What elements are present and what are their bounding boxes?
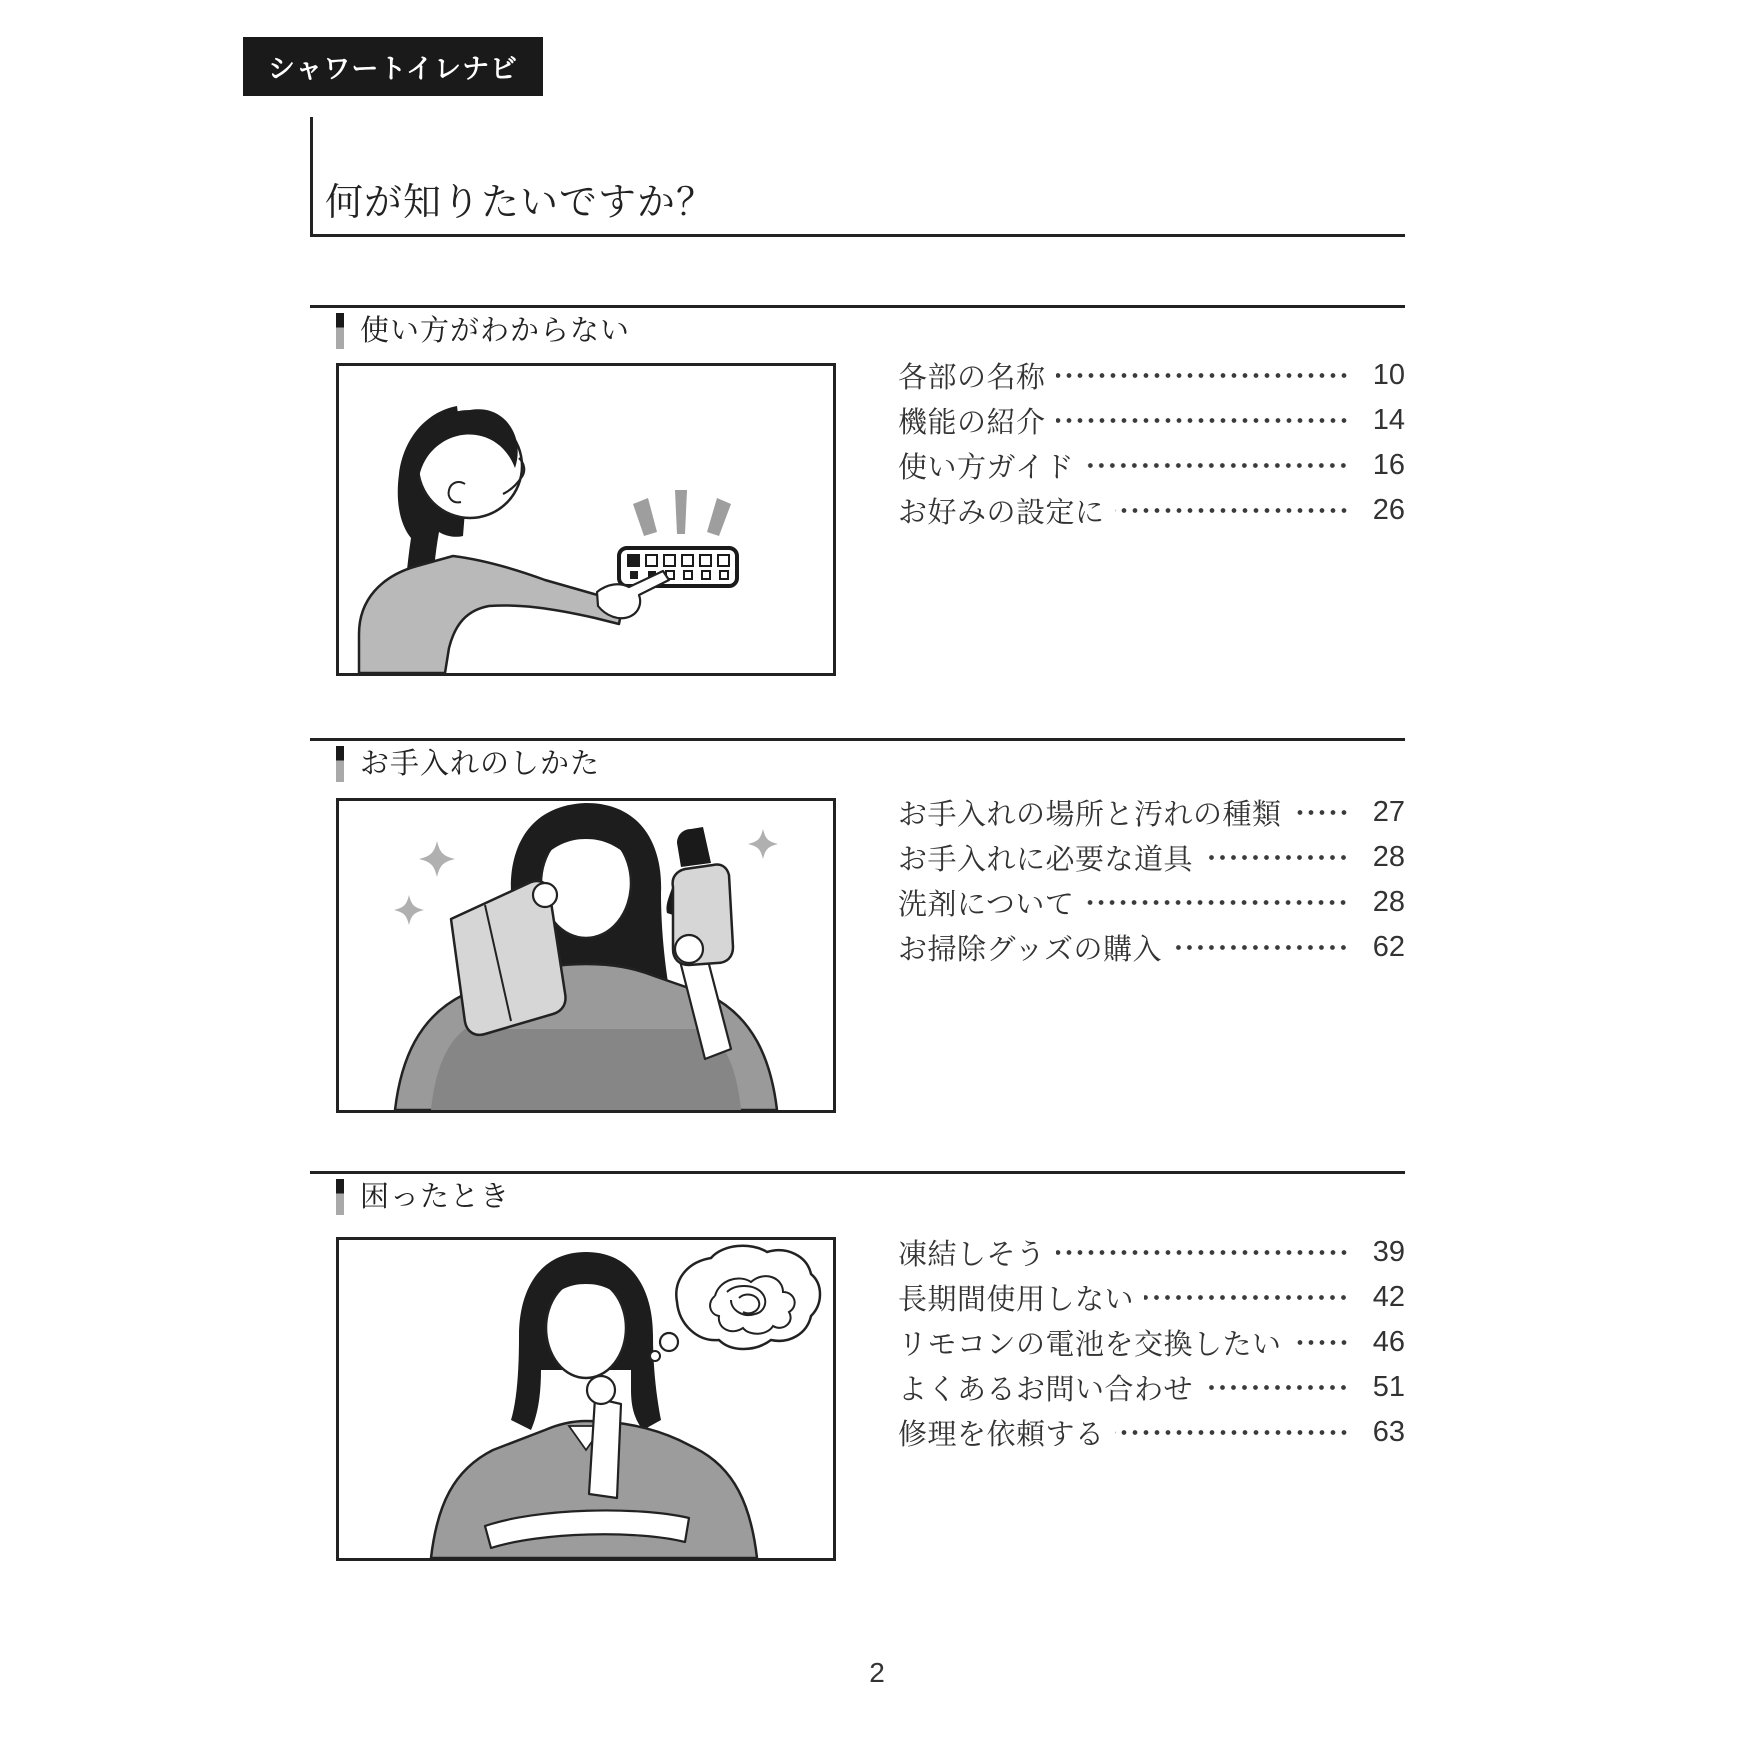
toc-page-number: 51 (1372, 1371, 1405, 1403)
dot-leader (1056, 1230, 1349, 1275)
dot-leader (1115, 488, 1349, 533)
section-marker (336, 313, 344, 349)
dot-leader (1056, 353, 1349, 398)
toc-page-number: 27 (1372, 796, 1405, 828)
section-header (336, 746, 1405, 782)
dot-leader (1292, 790, 1349, 835)
toc-page-number: 63 (1372, 1416, 1405, 1448)
dot-leader (1203, 1365, 1349, 1410)
toc-entry (898, 443, 1405, 488)
section-heading: 困ったとき (360, 1181, 511, 1213)
dot-leader (1172, 925, 1349, 970)
dot-leader (1292, 1320, 1349, 1365)
woman-thinking-with-scribble-bubble-illustration (339, 1240, 833, 1558)
toc-list-trouble (898, 1230, 1405, 1455)
toc-entry (898, 880, 1405, 925)
toc-label: 修理を依頼する (898, 1419, 1105, 1451)
toc-list-usage (898, 353, 1405, 533)
illustration-box-maintenance (336, 798, 836, 1113)
gripping-hand (675, 935, 703, 963)
toc-entry (898, 1275, 1405, 1320)
toc-entry (898, 925, 1405, 970)
toc-label: お手入れに必要な道具 (898, 844, 1194, 876)
section-header (336, 313, 1405, 349)
cloth-hand (533, 883, 557, 907)
dot-leader (1203, 835, 1349, 880)
toc-label: 長期間使用しない (898, 1284, 1135, 1316)
dot-leader (1084, 880, 1349, 925)
toc-page-number: 39 (1372, 1236, 1405, 1268)
toc-entry (898, 1320, 1405, 1365)
toc-page-number: 28 (1372, 886, 1405, 918)
toc-label: お掃除グッズの購入 (898, 934, 1163, 966)
toc-label: よくあるお問い合わせ (898, 1374, 1194, 1406)
toc-page-number: 42 (1372, 1281, 1405, 1313)
hand-on-chin (587, 1376, 615, 1404)
toc-label: 洗剤について (898, 889, 1075, 921)
thinking-arm (589, 1398, 621, 1498)
toc-entry (898, 835, 1405, 880)
toc-entry (898, 398, 1405, 443)
toc-label: 機能の紹介 (898, 407, 1046, 439)
toc-entry (898, 353, 1405, 398)
section-maintenance (310, 738, 1405, 1174)
toc-label: 各部の名称 (898, 362, 1046, 394)
toc-label: お手入れの場所と汚れの種類 (898, 799, 1282, 831)
section-heading: 使い方がわからない (360, 315, 631, 347)
illustration-box-usage (336, 363, 836, 676)
dot-leader (1115, 1410, 1349, 1455)
toc-entry (898, 790, 1405, 835)
woman-cleaning-with-cloth-and-spray-illustration (339, 801, 833, 1110)
toc-page-number: 10 (1372, 359, 1405, 391)
emphasis-strokes (633, 490, 731, 536)
page-number: 2 (869, 1657, 885, 1688)
toc-label: リモコンの電池を交換したい (898, 1329, 1282, 1361)
shirt-shade (431, 1029, 741, 1110)
section-marker (336, 1179, 344, 1215)
section-marker (336, 746, 344, 782)
toc-label: 凍結しそう (898, 1239, 1046, 1271)
dot-leader (1056, 398, 1349, 443)
illustration-box-trouble (336, 1237, 836, 1561)
toc-entry (898, 488, 1405, 533)
badge-shower-toilet-navi: シャワートイレナビ (243, 37, 543, 96)
title-block (310, 117, 1405, 237)
toc-page-number: 46 (1372, 1326, 1405, 1358)
section-heading: お手入れのしかた (360, 748, 601, 780)
toc-entry (898, 1230, 1405, 1275)
page-title: 何が知りたいですか？ (325, 182, 716, 224)
section-how-to-use (310, 305, 1405, 741)
toc-page-number: 26 (1372, 494, 1405, 526)
toc-page-number: 28 (1372, 841, 1405, 873)
woman-pointing-at-remote-illustration (339, 366, 833, 673)
section-trouble (310, 1171, 1405, 1644)
dot-leader (1084, 443, 1349, 488)
dot-leader (1144, 1275, 1349, 1320)
toc-label: お好みの設定に (898, 497, 1105, 529)
toc-page-number: 14 (1372, 404, 1405, 436)
toc-label: 使い方ガイド (898, 452, 1075, 484)
toc-entry (898, 1410, 1405, 1455)
toc-list-maintenance (898, 790, 1405, 970)
thought-bubble (650, 1246, 820, 1361)
toc-page-number: 16 (1372, 449, 1405, 481)
toc-entry (898, 1365, 1405, 1410)
section-header (336, 1179, 1405, 1215)
remote-control (619, 548, 737, 586)
toc-page-number: 62 (1372, 931, 1405, 963)
